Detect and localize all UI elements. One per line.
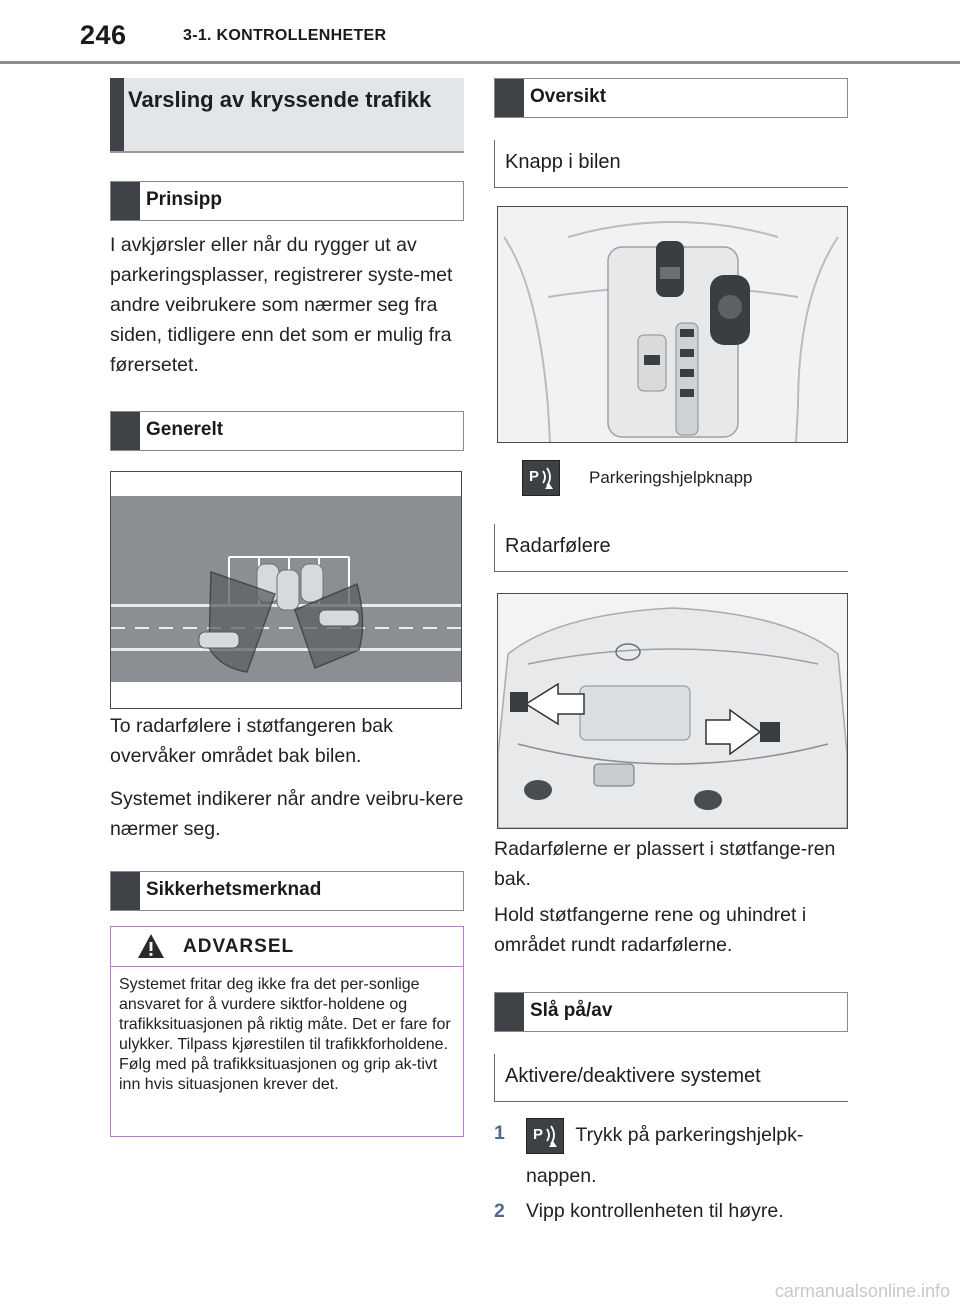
chapter-title: 3-1. KONTROLLENHETER bbox=[183, 27, 387, 44]
header-rule bbox=[0, 61, 960, 64]
subheading-general: Generelt bbox=[110, 411, 464, 451]
principle-text: I avkjørsler eller når du rygger ut av parkeringsplasser, registrerer syste-met andre veibrukere som nærmer seg fra siden, tidligere enn det som er mulig fra førersetet. bbox=[110, 234, 453, 376]
general-text-1: To radarfølere i støtfangeren bak overvåker området bak bilen. bbox=[110, 715, 393, 767]
warning-title-bar bbox=[111, 927, 463, 967]
watermark: carmanualsonline.info bbox=[774, 1281, 950, 1301]
step-1-text-cont: nappen. bbox=[526, 1165, 597, 1187]
step-number: 1 bbox=[494, 1122, 505, 1144]
svg-text:P: P bbox=[529, 468, 540, 485]
general-text-2: Systemet indikerer når andre veibru-kere nærmer seg. bbox=[110, 788, 464, 840]
heading-radar-sensors: Radarfølere bbox=[494, 524, 848, 572]
subheading-principle: Prinsipp bbox=[110, 181, 464, 221]
step-1 bbox=[494, 1118, 848, 1188]
heading-button-in-car: Knapp i bilen bbox=[494, 140, 848, 188]
cross-traffic-illustration bbox=[110, 471, 462, 709]
section-heading-cross-traffic bbox=[110, 78, 464, 153]
parking-assist-icon bbox=[522, 460, 560, 496]
parking-assist-icon bbox=[526, 1118, 564, 1154]
step-number: 2 bbox=[494, 1200, 505, 1222]
parking-button-legend bbox=[522, 460, 848, 500]
warning-text: Systemet fritar deg ikke fra det per-sonlige ansvaret for å vurdere siktfor-holdene og trafikksituasjonen på riktig måte. Det er fare for ulykker. Tilpass kjørestilen til trafikkforholdene. Følg med på trafikksituasjonen og grip ak-tivt inn hvis situasjonen krever det. bbox=[119, 976, 451, 1093]
center-console-drawing bbox=[498, 207, 847, 442]
subheading-safety: Sikkerhetsmerknad bbox=[110, 871, 464, 911]
console-illustration bbox=[497, 206, 848, 443]
cross-traffic-diagram bbox=[111, 472, 461, 708]
section-title: Varsling av kryssende trafikk bbox=[128, 87, 432, 112]
subheading-overview: Oversikt bbox=[494, 78, 848, 118]
rear-bumper-drawing bbox=[498, 594, 847, 828]
page-number: 246 bbox=[80, 20, 127, 50]
heading-activate-system: Aktivere/deaktivere systemet bbox=[494, 1054, 848, 1102]
page-header bbox=[0, 0, 960, 62]
subheading-on-off: Slå på/av bbox=[494, 992, 848, 1032]
parking-button-caption: Parkeringshjelpknapp bbox=[589, 468, 753, 487]
step-2-text: Vipp kontrollenheten til høyre. bbox=[526, 1200, 784, 1222]
warning-title: ADVARSEL bbox=[183, 936, 295, 957]
radar-text-1: Radarfølerne er plassert i støtfange-ren bak. bbox=[494, 838, 836, 890]
radar-text-2: Hold støtfangerne rene og uhindret i området rundt radarfølerne. bbox=[494, 904, 807, 956]
step-1-text: Trykk på parkeringshjelpk- bbox=[575, 1124, 804, 1147]
warning-box bbox=[110, 926, 464, 1137]
rear-bumper-illustration bbox=[497, 593, 848, 829]
svg-text:P: P bbox=[533, 1126, 544, 1143]
warning-triangle-icon bbox=[137, 932, 165, 960]
